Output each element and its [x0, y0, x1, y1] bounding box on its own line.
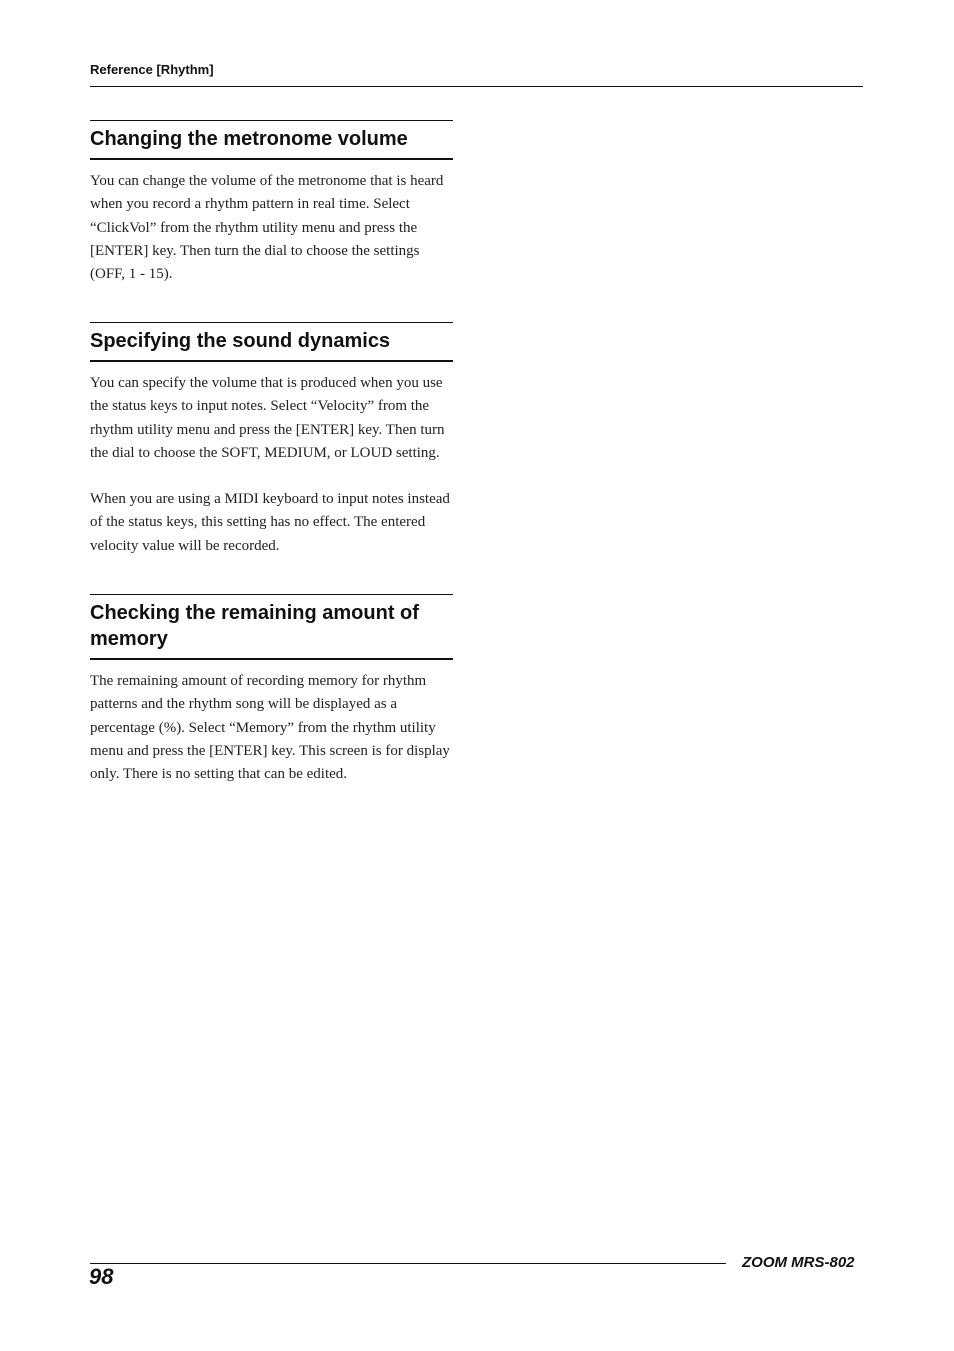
header-rule: [90, 86, 863, 87]
body-paragraph: You can specify the volume that is produced when you use the status keys to input notes. Select “Velocity” from the rhythm utility menu and press the [ENTER] key. Then turn the dial to choose the SOFT, MEDIUM, or LOUD setting.: [90, 375, 445, 461]
section-remaining-memory: [90, 594, 453, 786]
page-number: 98: [89, 1264, 114, 1289]
section-heading: Specifying the sound dynamics: [90, 322, 453, 362]
footer-rule: [90, 1263, 726, 1264]
body-paragraph: When you are using a MIDI keyboard to input notes instead of the status keys, this setting has no effect. The entered velocity value will be recorded.: [90, 491, 450, 554]
body-paragraph: You can change the volume of the metronome that is heard when you record a rhythm pattern in real time. Select “ClickVol” from the rhythm utility menu and press the [ENTER] key. Then turn the dial to choose the settings (OFF, 1 - 15).: [90, 173, 444, 283]
section-heading: Changing the metronome volume: [90, 120, 453, 160]
section-metronome-volume: [90, 120, 453, 286]
running-header: Reference [Rhythm]: [90, 62, 214, 77]
section-sound-dynamics: [90, 322, 453, 558]
section-heading: Checking the remaining amount of memory: [90, 594, 453, 660]
body-paragraph: The remaining amount of recording memory for rhythm patterns and the rhythm song will be displayed as a percentage (%). Select “Memory” from the rhythm utility menu and press the [ENTER] key. This screen is for display only. There is no setting that can be edited.: [90, 673, 450, 783]
product-name: ZOOM MRS-802: [742, 1254, 855, 1271]
